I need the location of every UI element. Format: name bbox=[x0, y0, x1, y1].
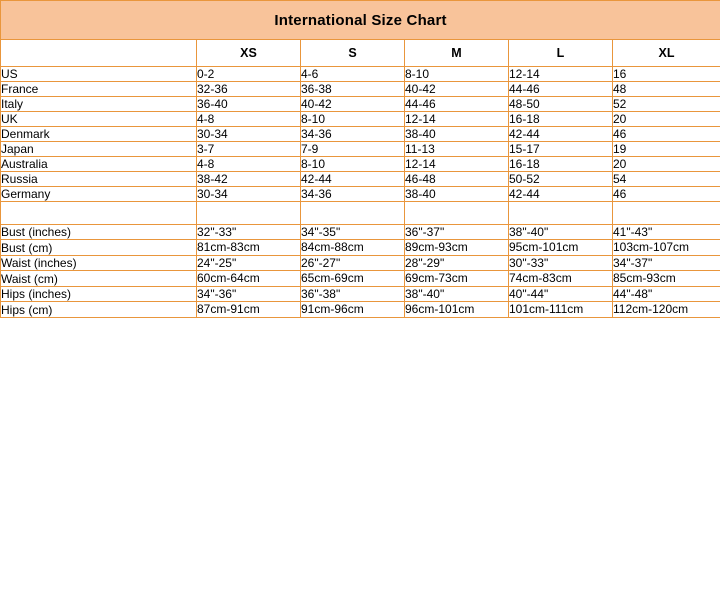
row-label-germany: Germany bbox=[1, 187, 197, 202]
cell-denmark-s: 34-36 bbox=[301, 127, 405, 142]
cell-germany-m: 38-40 bbox=[405, 187, 509, 202]
cell-germany-l: 42-44 bbox=[509, 187, 613, 202]
cell-waist-inches-m: 28"-29" bbox=[405, 256, 509, 271]
cell-hips-inches-m: 38"-40" bbox=[405, 287, 509, 302]
row-label-us: US bbox=[1, 67, 197, 82]
cell-hips-cm-s: 91cm-96cm bbox=[301, 302, 405, 318]
cell-france-m: 40-42 bbox=[405, 82, 509, 97]
cell-hips-inches-xs: 34"-36" bbox=[197, 287, 301, 302]
cell-us-s: 4-6 bbox=[301, 67, 405, 82]
table-row bbox=[1, 112, 720, 127]
table-row bbox=[1, 287, 720, 302]
cell-waist-cm-s: 65cm-69cm bbox=[301, 271, 405, 287]
cell-waist-cm-xs: 60cm-64cm bbox=[197, 271, 301, 287]
header-size-m: M bbox=[405, 40, 509, 67]
cell-japan-s: 7-9 bbox=[301, 142, 405, 157]
table-row bbox=[1, 225, 720, 240]
row-label-hips-cm: Hips (cm) bbox=[1, 302, 197, 318]
cell-us-m: 8-10 bbox=[405, 67, 509, 82]
cell-denmark-m: 38-40 bbox=[405, 127, 509, 142]
spacer-cell bbox=[1, 202, 197, 225]
cell-italy-m: 44-46 bbox=[405, 97, 509, 112]
cell-germany-s: 34-36 bbox=[301, 187, 405, 202]
cell-hips-cm-l: 101cm-111cm bbox=[509, 302, 613, 318]
cell-us-l: 12-14 bbox=[509, 67, 613, 82]
row-label-bust-cm: Bust (cm) bbox=[1, 240, 197, 256]
row-label-france: France bbox=[1, 82, 197, 97]
cell-denmark-xs: 30-34 bbox=[197, 127, 301, 142]
cell-denmark-l: 42-44 bbox=[509, 127, 613, 142]
cell-waist-inches-xl: 34"-37" bbox=[613, 256, 720, 271]
cell-bust-inches-s: 34"-35" bbox=[301, 225, 405, 240]
table-row bbox=[1, 187, 720, 202]
cell-bust-cm-xs: 81cm-83cm bbox=[197, 240, 301, 256]
cell-uk-m: 12-14 bbox=[405, 112, 509, 127]
table-row bbox=[1, 67, 720, 82]
title-row bbox=[1, 1, 720, 40]
page-title: International Size Chart bbox=[1, 1, 720, 40]
cell-france-xs: 32-36 bbox=[197, 82, 301, 97]
cell-italy-xs: 36-40 bbox=[197, 97, 301, 112]
spacer-cell bbox=[613, 202, 720, 225]
spacer-cell bbox=[197, 202, 301, 225]
cell-russia-l: 50-52 bbox=[509, 172, 613, 187]
table-row bbox=[1, 240, 720, 256]
row-label-waist-cm: Waist (cm) bbox=[1, 271, 197, 287]
cell-hips-inches-xl: 44"-48" bbox=[613, 287, 720, 302]
cell-russia-xs: 38-42 bbox=[197, 172, 301, 187]
cell-us-xl: 16 bbox=[613, 67, 720, 82]
cell-us-xs: 0-2 bbox=[197, 67, 301, 82]
cell-hips-cm-xl: 112cm-120cm bbox=[613, 302, 720, 318]
table-row bbox=[1, 157, 720, 172]
cell-japan-xs: 3-7 bbox=[197, 142, 301, 157]
header-size-xl: XL bbox=[613, 40, 720, 67]
cell-russia-xl: 54 bbox=[613, 172, 720, 187]
row-label-bust-inches: Bust (inches) bbox=[1, 225, 197, 240]
cell-germany-xl: 46 bbox=[613, 187, 720, 202]
cell-waist-cm-m: 69cm-73cm bbox=[405, 271, 509, 287]
table-row bbox=[1, 271, 720, 287]
header-empty-corner bbox=[1, 40, 197, 67]
row-label-italy: Italy bbox=[1, 97, 197, 112]
row-label-russia: Russia bbox=[1, 172, 197, 187]
row-label-uk: UK bbox=[1, 112, 197, 127]
header-size-s: S bbox=[301, 40, 405, 67]
cell-bust-inches-xl: 41"-43" bbox=[613, 225, 720, 240]
cell-france-l: 44-46 bbox=[509, 82, 613, 97]
row-label-hips-inches: Hips (inches) bbox=[1, 287, 197, 302]
spacer-cell bbox=[509, 202, 613, 225]
header-size-xs: XS bbox=[197, 40, 301, 67]
cell-waist-inches-xs: 24"-25" bbox=[197, 256, 301, 271]
cell-japan-xl: 19 bbox=[613, 142, 720, 157]
cell-bust-cm-s: 84cm-88cm bbox=[301, 240, 405, 256]
cell-australia-xs: 4-8 bbox=[197, 157, 301, 172]
table-row bbox=[1, 256, 720, 271]
cell-bust-cm-l: 95cm-101cm bbox=[509, 240, 613, 256]
cell-uk-s: 8-10 bbox=[301, 112, 405, 127]
cell-hips-cm-m: 96cm-101cm bbox=[405, 302, 509, 318]
cell-italy-xl: 52 bbox=[613, 97, 720, 112]
cell-denmark-xl: 46 bbox=[613, 127, 720, 142]
row-label-denmark: Denmark bbox=[1, 127, 197, 142]
cell-australia-l: 16-18 bbox=[509, 157, 613, 172]
spacer-cell bbox=[405, 202, 509, 225]
cell-australia-s: 8-10 bbox=[301, 157, 405, 172]
cell-italy-l: 48-50 bbox=[509, 97, 613, 112]
row-label-waist-inches: Waist (inches) bbox=[1, 256, 197, 271]
table-row bbox=[1, 127, 720, 142]
spacer-row bbox=[1, 202, 720, 225]
row-label-australia: Australia bbox=[1, 157, 197, 172]
table-row bbox=[1, 142, 720, 157]
cell-australia-m: 12-14 bbox=[405, 157, 509, 172]
cell-france-xl: 48 bbox=[613, 82, 720, 97]
row-label-japan: Japan bbox=[1, 142, 197, 157]
header-size-l: L bbox=[509, 40, 613, 67]
cell-hips-inches-s: 36"-38" bbox=[301, 287, 405, 302]
cell-russia-m: 46-48 bbox=[405, 172, 509, 187]
cell-uk-l: 16-18 bbox=[509, 112, 613, 127]
table-row bbox=[1, 302, 720, 318]
cell-waist-cm-xl: 85cm-93cm bbox=[613, 271, 720, 287]
cell-bust-cm-m: 89cm-93cm bbox=[405, 240, 509, 256]
cell-uk-xl: 20 bbox=[613, 112, 720, 127]
table-row bbox=[1, 172, 720, 187]
column-header-row bbox=[1, 40, 720, 67]
cell-australia-xl: 20 bbox=[613, 157, 720, 172]
cell-bust-inches-l: 38"-40" bbox=[509, 225, 613, 240]
cell-uk-xs: 4-8 bbox=[197, 112, 301, 127]
cell-bust-inches-xs: 32"-33" bbox=[197, 225, 301, 240]
cell-japan-l: 15-17 bbox=[509, 142, 613, 157]
cell-waist-inches-s: 26"-27" bbox=[301, 256, 405, 271]
cell-hips-inches-l: 40"-44" bbox=[509, 287, 613, 302]
cell-italy-s: 40-42 bbox=[301, 97, 405, 112]
cell-hips-cm-xs: 87cm-91cm bbox=[197, 302, 301, 318]
spacer-cell bbox=[301, 202, 405, 225]
cell-bust-inches-m: 36"-37" bbox=[405, 225, 509, 240]
cell-russia-s: 42-44 bbox=[301, 172, 405, 187]
cell-waist-inches-l: 30"-33" bbox=[509, 256, 613, 271]
cell-germany-xs: 30-34 bbox=[197, 187, 301, 202]
cell-japan-m: 11-13 bbox=[405, 142, 509, 157]
cell-bust-cm-xl: 103cm-107cm bbox=[613, 240, 720, 256]
cell-france-s: 36-38 bbox=[301, 82, 405, 97]
table-row bbox=[1, 82, 720, 97]
table-row bbox=[1, 97, 720, 112]
cell-waist-cm-l: 74cm-83cm bbox=[509, 271, 613, 287]
